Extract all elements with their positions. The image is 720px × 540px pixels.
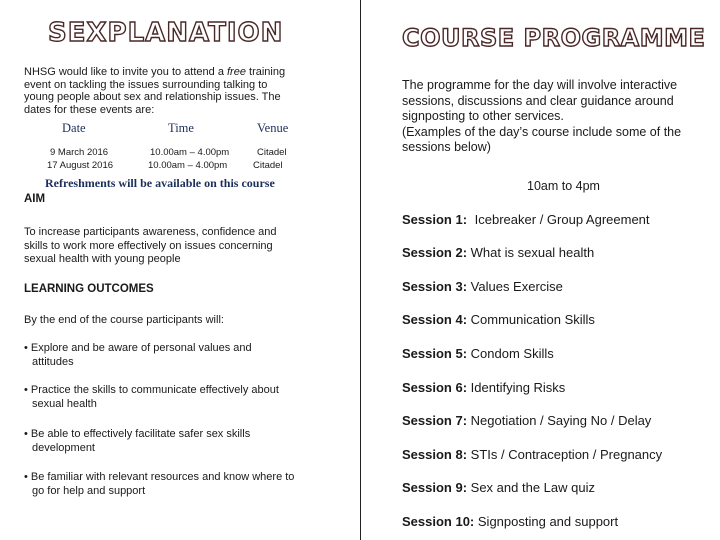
session-item xyxy=(402,447,662,462)
session-item xyxy=(402,346,554,361)
session-label: Session 2: xyxy=(402,245,468,260)
aim-line: To increase participants awareness, confidence and xyxy=(24,226,277,238)
cell-time: 10.00am – 4.00pm xyxy=(150,147,230,158)
programme-intro xyxy=(402,78,720,156)
session-item xyxy=(402,413,651,428)
programme-intro-line: signposting to other services. xyxy=(402,109,564,123)
outcomes-intro: By the end of the course participants will: xyxy=(24,314,224,326)
session-title: Communication Skills xyxy=(470,312,595,327)
outcome-line: development xyxy=(32,442,95,454)
refreshments-note: Refreshments will be available on this course xyxy=(45,176,275,190)
cell-date: 17 August 2016 xyxy=(47,160,114,171)
header-time: Time xyxy=(168,121,194,135)
cell-time: 10.00am – 4.00pm xyxy=(148,160,228,171)
session-title: Icebreaker / Group Agreement xyxy=(474,212,650,227)
session-title: Identifying Risks xyxy=(470,380,566,395)
session-label: Session 8: xyxy=(402,447,468,462)
column-divider xyxy=(360,0,361,540)
session-label: Session 5: xyxy=(402,346,468,361)
outcome-line: attitudes xyxy=(32,356,74,368)
session-item xyxy=(402,279,563,294)
outcome-line: • Explore and be aware of personal values and xyxy=(24,342,252,354)
session-title: Signposting and support xyxy=(477,514,619,529)
outcome-item xyxy=(24,383,324,411)
aim-heading: AIM xyxy=(24,193,46,205)
intro-line: dates for these events are: xyxy=(24,103,155,116)
session-title: Values Exercise xyxy=(470,279,563,294)
session-label: Session 1: xyxy=(402,212,468,227)
cell-venue: Citadel xyxy=(257,147,287,158)
session-title: Negotiation / Saying No / Delay xyxy=(470,413,652,428)
intro-line: NHSG would like to invite you to attend a free training xyxy=(24,66,286,78)
cell-date: 9 March 2016 xyxy=(50,147,109,158)
outcome-line: • Be familiar with relevant resources and know where to xyxy=(24,471,295,483)
aim-line: skills to work more effectively on issues concerning xyxy=(24,239,273,252)
session-title: STIs / Contraception / Pregnancy xyxy=(470,447,663,462)
sexplanation-heading: SEXPLANATION xyxy=(48,18,284,48)
outcome-line: • Practice the skills to communicate effectively about xyxy=(24,384,279,396)
session-label: Session 3: xyxy=(402,279,468,294)
outcome-line: sexual health xyxy=(32,398,97,410)
session-item xyxy=(402,312,595,327)
intro-paragraph xyxy=(24,66,324,116)
session-item xyxy=(402,380,565,395)
programme-intro-line: sessions below) xyxy=(402,140,491,154)
aim-text xyxy=(24,226,334,267)
session-title: Sex and the Law quiz xyxy=(470,480,595,495)
session-label: Session 10: xyxy=(402,514,475,529)
course-programme-heading: COURSE PROGRAMME xyxy=(402,24,706,52)
aim-line: sexual health with young people xyxy=(24,253,181,265)
header-venue: Venue xyxy=(257,121,289,135)
outcome-item xyxy=(24,470,324,498)
cell-venue: Citadel xyxy=(253,160,283,171)
intro-line: event on tackling the issues surrounding talking to xyxy=(24,78,268,91)
session-label: Session 7: xyxy=(402,413,468,428)
session-item xyxy=(402,514,618,529)
learning-outcomes-heading: LEARNING OUTCOMES xyxy=(24,283,154,295)
session-label: Session 9: xyxy=(402,480,468,495)
programme-intro-line: The programme for the day will involve interactive xyxy=(402,78,678,92)
programme-intro-line: sessions, discussions and clear guidance around xyxy=(402,93,674,108)
session-item xyxy=(402,212,650,227)
header-date: Date xyxy=(62,121,86,135)
outcome-line: go for help and support xyxy=(32,485,146,497)
session-label: Session 4: xyxy=(402,312,468,327)
course-time: 10am to 4pm xyxy=(527,179,600,193)
session-title: Condom Skills xyxy=(470,346,554,361)
outcome-line: • Be able to effectively facilitate safer sex skills xyxy=(24,428,251,440)
outcome-item xyxy=(24,341,324,369)
session-title: What is sexual health xyxy=(470,245,595,260)
outcome-item xyxy=(24,427,324,455)
programme-intro-line: (Examples of the day’s course include some of the xyxy=(402,124,682,139)
session-label: Session 6: xyxy=(402,380,468,395)
intro-line: young people about sex and relationship issues. The xyxy=(24,91,281,104)
session-item xyxy=(402,245,594,260)
session-item xyxy=(402,480,595,495)
